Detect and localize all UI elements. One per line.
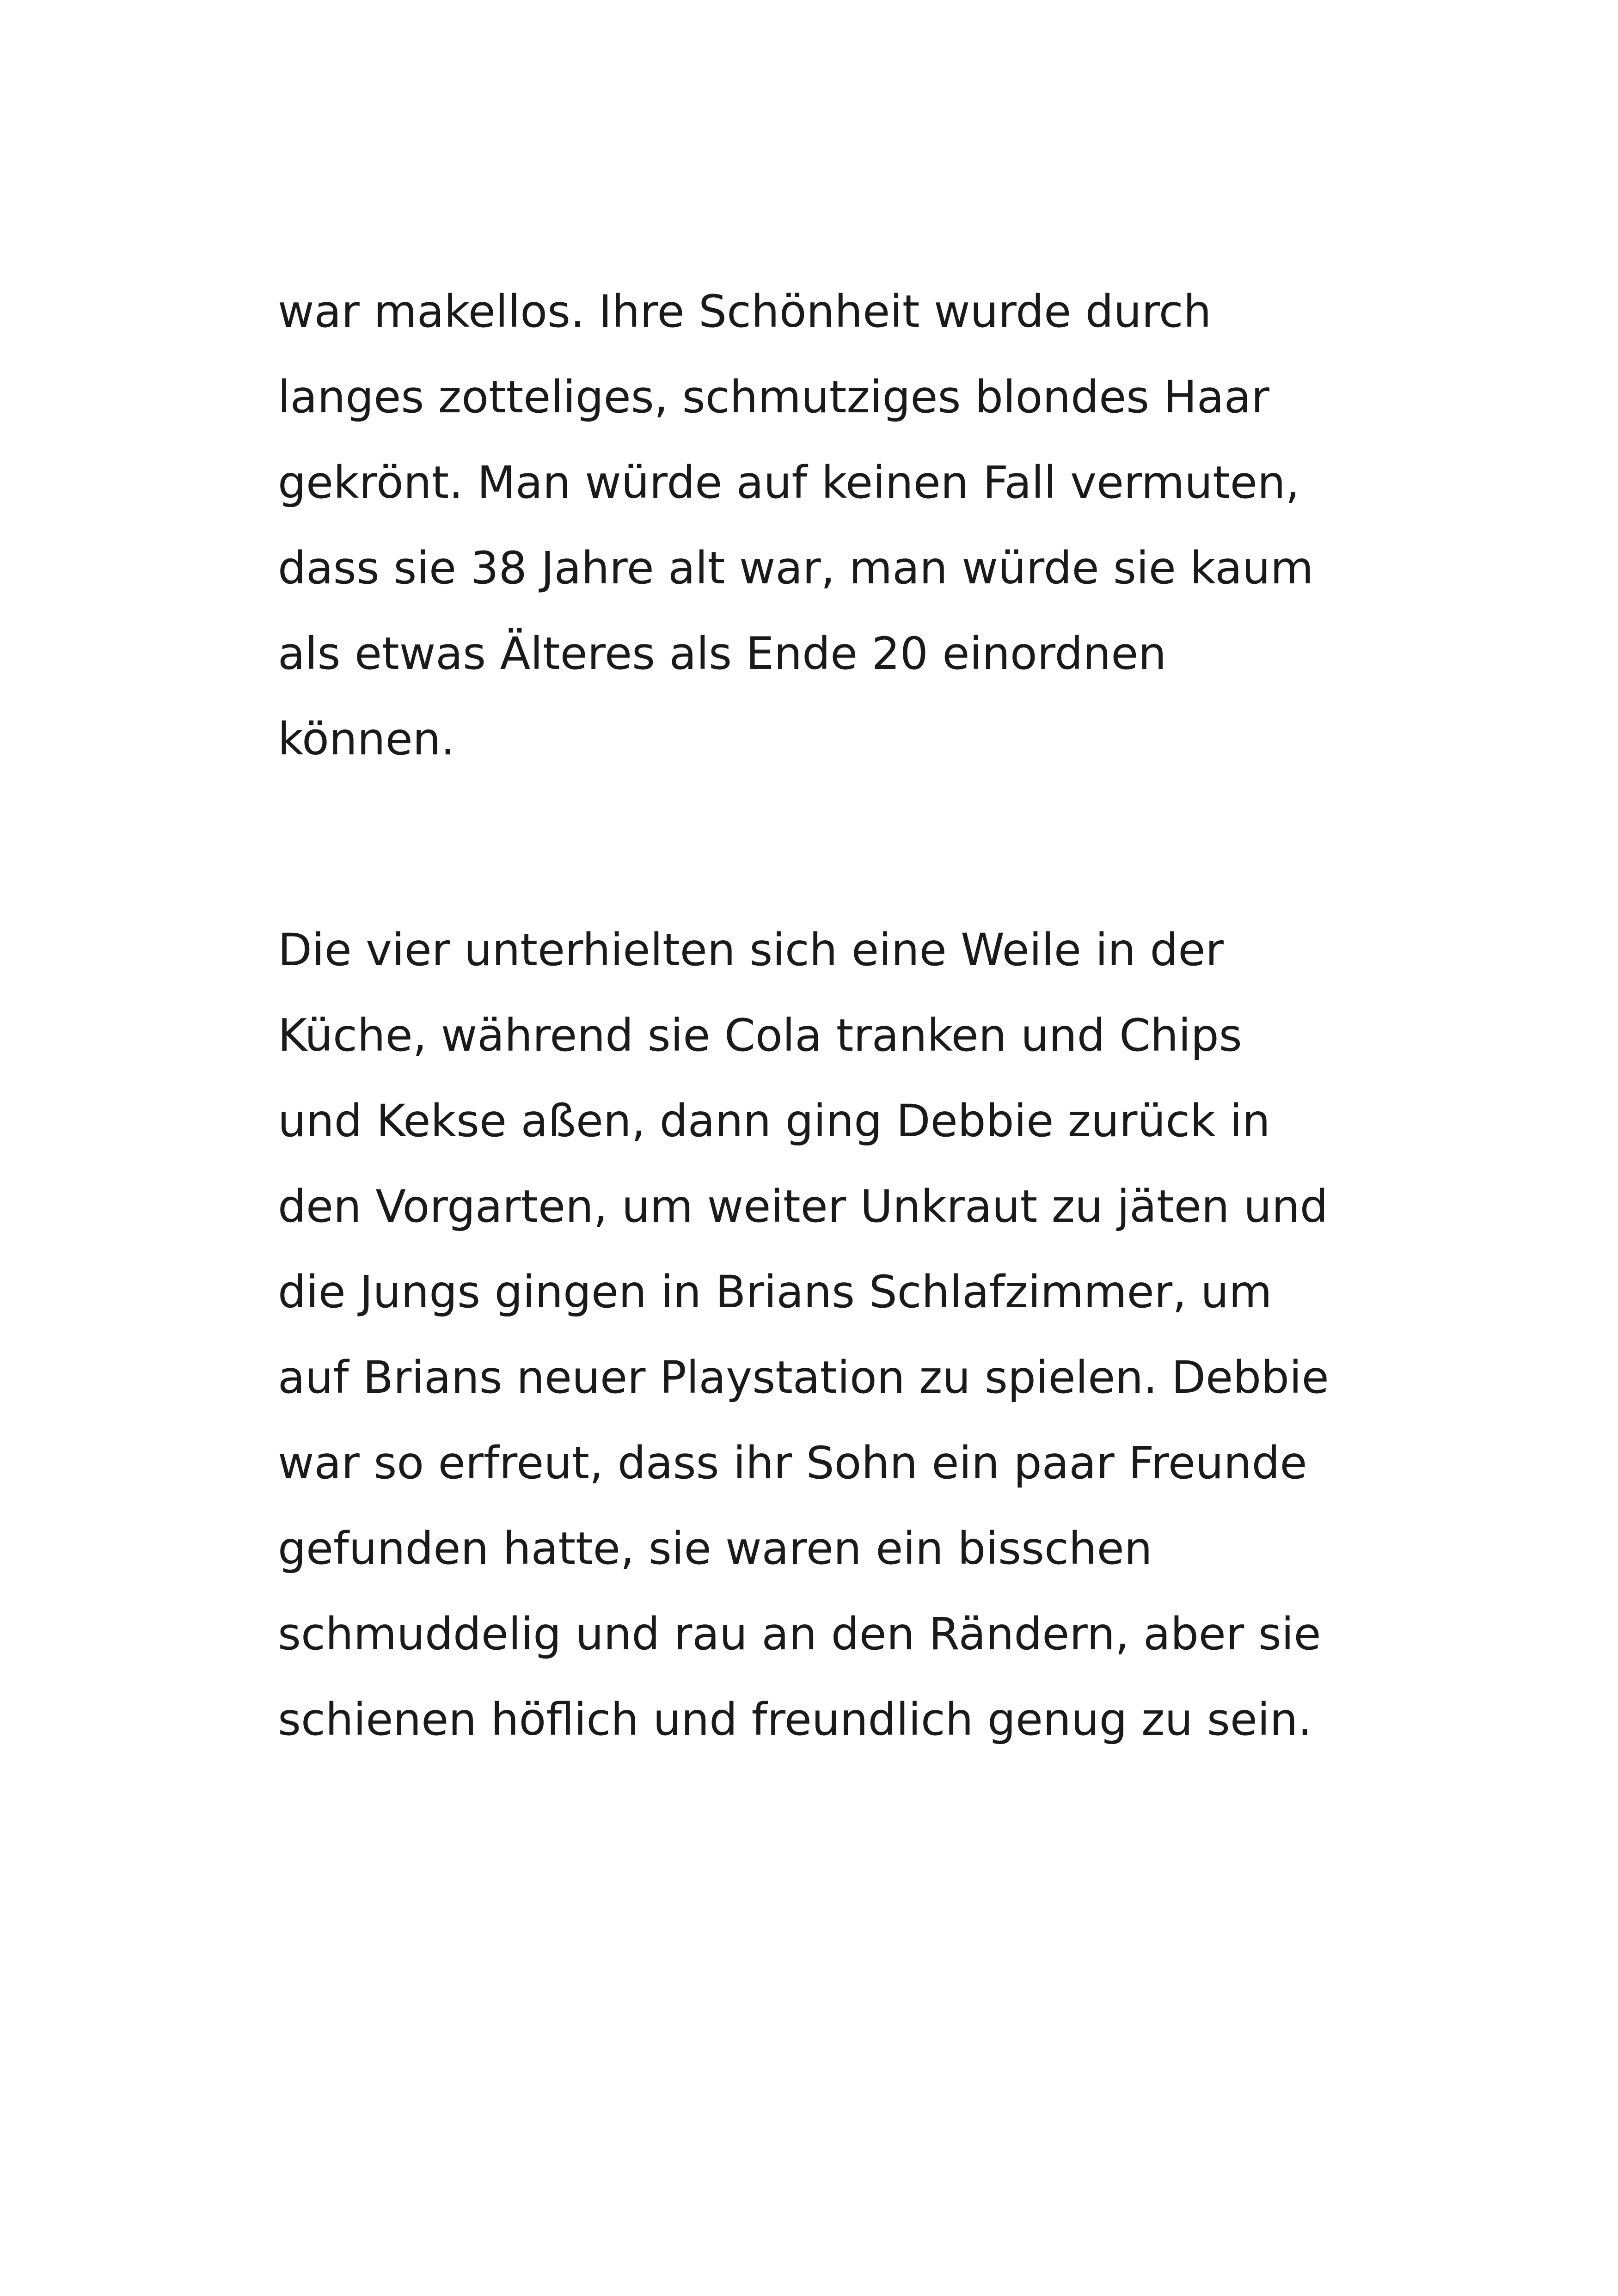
paragraph-line: Küche, während sie Cola tranken und Chips <box>278 1010 1242 1061</box>
paragraph-line: können. <box>278 713 455 765</box>
paragraph-line: und Kekse aßen, dann ging Debbie zurück in <box>278 1095 1270 1147</box>
paragraph-1 <box>278 269 1461 782</box>
paragraph-line: war so erfreut, dass ihr Sohn ein paar Freunde <box>278 1437 1307 1489</box>
paragraph-line: auf Brians neuer Playstation zu spielen. Debbie <box>278 1352 1329 1403</box>
paragraph-line: gekrönt. Man würde auf keinen Fall vermuten, <box>278 457 1300 508</box>
paragraph-line: den Vorgarten, um weiter Unkraut zu jäten und <box>278 1181 1328 1232</box>
paragraph-line: schienen höflich und freundlich genug zu sein. <box>278 1694 1312 1745</box>
paragraph-line: als etwas Älteres als Ende 20 einordnen <box>278 628 1167 680</box>
paragraph-line: Die vier unterhielten sich eine Weile in der <box>278 924 1224 976</box>
paragraph-line: gefunden hatte, sie waren ein bisschen <box>278 1523 1152 1574</box>
paragraph-line: langes zotteliges, schmutziges blondes Haar <box>278 371 1269 423</box>
paragraph-line: dass sie 38 Jahre alt war, man würde sie kaum <box>278 542 1314 594</box>
paragraph-line: schmuddelig und rau an den Rändern, aber sie <box>278 1608 1321 1660</box>
paragraph-line: die Jungs gingen in Brians Schlafzimmer, um <box>278 1266 1272 1318</box>
paragraph-2 <box>278 907 1461 1763</box>
paragraph-line: war makellos. Ihre Schönheit wurde durch <box>278 286 1212 337</box>
